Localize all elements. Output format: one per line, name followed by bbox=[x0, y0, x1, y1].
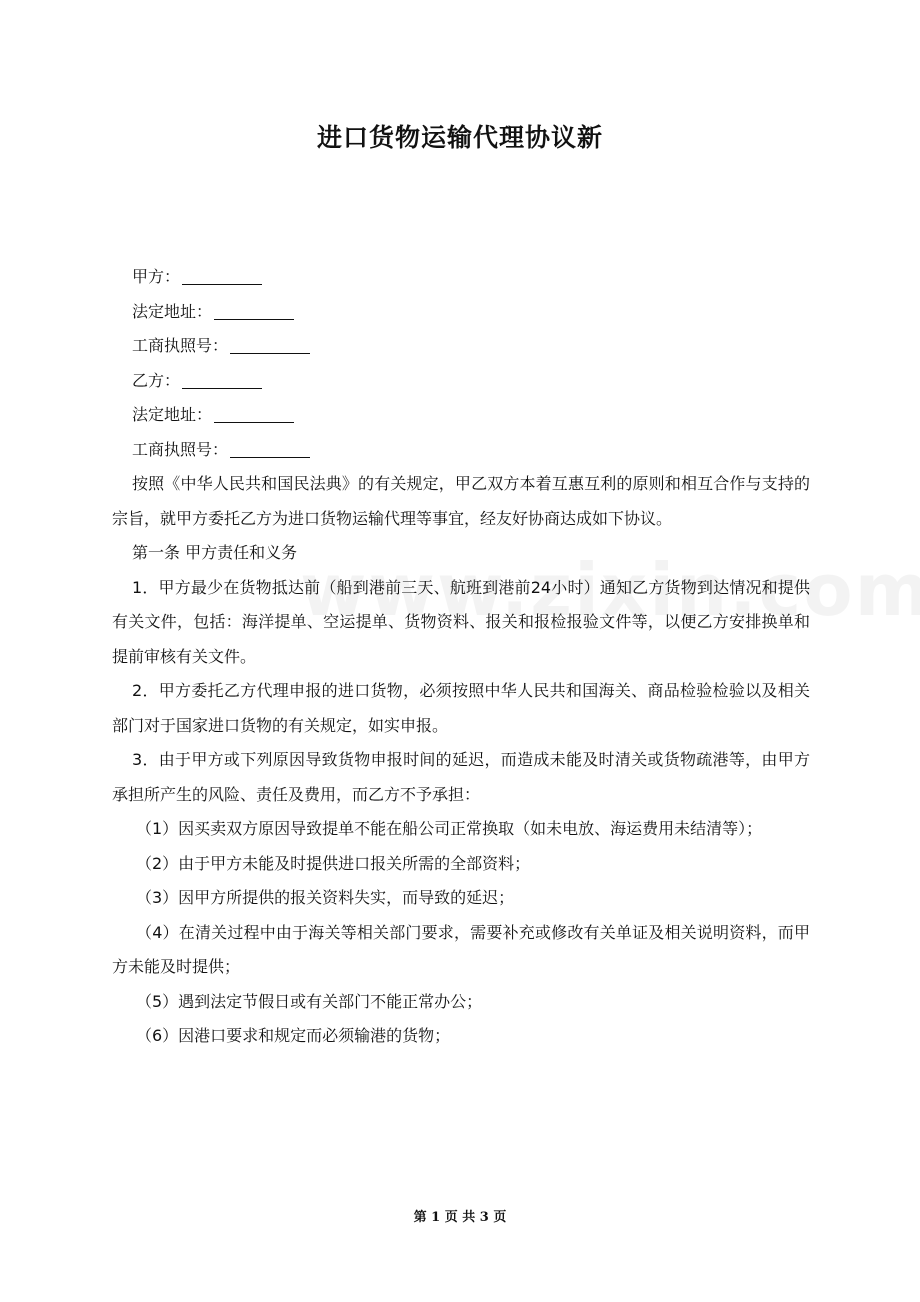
party-b-name-line bbox=[112, 364, 810, 399]
clause-1: 1．甲方最少在货物抵达前（船到港前三天、航班到港前24小时）通知乙方货物到达情况和提供有关文件，包括：海洋提单、空运提单、货物资料、报关和报检报验文件等，以便乙方安排换单和提前审核有关文件。 bbox=[112, 577, 810, 666]
preamble-paragraph: 按照《中华人民共和国民法典》的有关规定，甲乙双方本着互惠互利的原则和相互合作与支持的宗旨，就甲方委托乙方为进口货物运输代理等事宜，经友好协商达成如下协议。 bbox=[112, 474, 810, 528]
party-b-name-blank bbox=[182, 370, 262, 389]
party-b-license-label: 工商执照号： bbox=[132, 439, 229, 459]
clause-2: 2．甲方委托乙方代理申报的进口货物，必须按照中华人民共和国海关、商品检验检验以及相关部门对于国家进口货物的有关规定，如实申报。 bbox=[112, 681, 810, 735]
party-a-license-label: 工商执照号： bbox=[132, 336, 229, 355]
clause-3-item-4: （4）在清关过程中由于海关等相关部门要求，需要补充或修改有关单证及相关说明资料，而甲方未能及时提供； bbox=[112, 922, 810, 976]
clause-3: 3．由于甲方或下列原因导致货物申报时间的延迟，而造成未能及时清关或货物疏港等，由甲方承担所产生的风险、责任及费用，而乙方不予承担： bbox=[112, 750, 810, 804]
page-footer: 第 1 页 共 3 页 bbox=[413, 1210, 507, 1225]
party-a-address-label: 法定地址： bbox=[132, 301, 213, 321]
clause-3-item-5: （5）遇到法定节假日或有关部门不能正常办公； bbox=[136, 991, 483, 1011]
party-b-license-blank bbox=[230, 439, 310, 458]
clause-3-item-6: （6）因港口要求和规定而必须输港的货物； bbox=[136, 1026, 451, 1045]
clause-3-item-1: （1）因买卖双方原因导致提单不能在船公司正常换取（如未电放、海运费用未结清等）； bbox=[136, 819, 763, 838]
party-b-name-label: 乙方： bbox=[132, 370, 181, 390]
party-a-license-line bbox=[112, 329, 810, 364]
clause-3-item-2: （2）由于甲方未能及时提供进口报关所需的全部资料； bbox=[136, 853, 531, 873]
party-b-address-label: 法定地址： bbox=[132, 405, 213, 424]
article-1-heading: 第一条 甲方责任和义务 bbox=[132, 543, 298, 562]
clause-3-item-3: （3）因甲方所提供的报关资料失实，而导致的延迟； bbox=[136, 888, 515, 907]
party-b-address-line bbox=[112, 398, 810, 433]
party-b-address-blank bbox=[214, 404, 294, 423]
party-a-name-line bbox=[112, 260, 810, 295]
document-body bbox=[112, 260, 810, 1054]
party-a-name-blank bbox=[182, 266, 262, 285]
document-title: 进口货物运输代理协议新 bbox=[316, 123, 603, 152]
party-a-license-blank bbox=[230, 335, 310, 354]
party-a-address-line bbox=[112, 295, 810, 330]
party-b-license-line bbox=[112, 433, 810, 468]
party-a-name-label: 甲方： bbox=[132, 267, 181, 286]
party-a-address-blank bbox=[214, 301, 294, 320]
